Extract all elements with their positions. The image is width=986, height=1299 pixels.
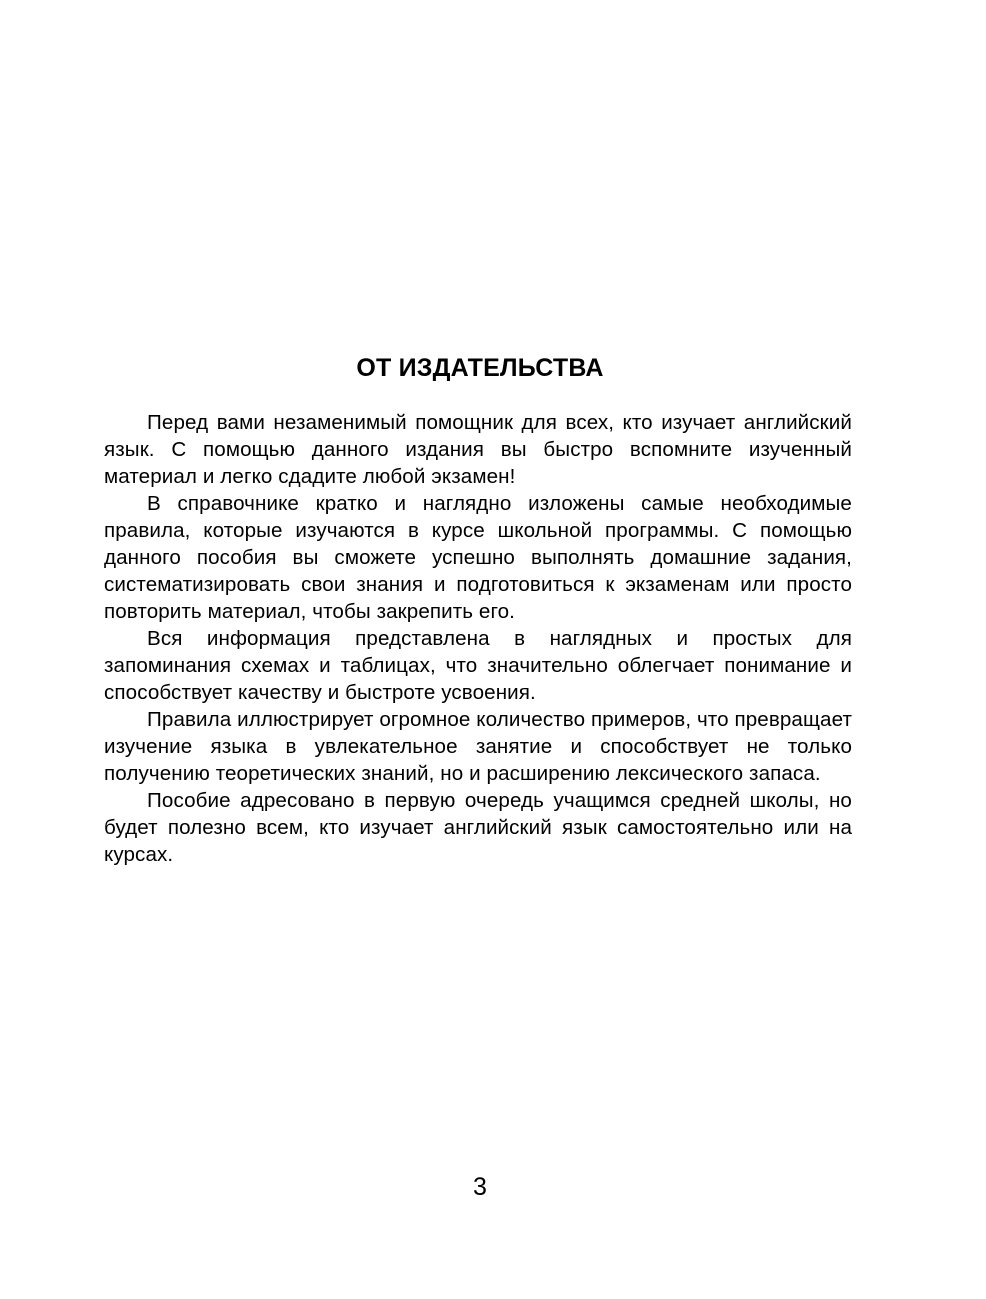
paragraph-3: Вся информация представлена в наглядных и простых для запоминания схемах и таблицах, что значительно облегчает понимание и способствует качеству и быстроте усвоения. — [104, 627, 852, 704]
paragraph-4: Правила иллюстрирует огромное количество примеров, что превращает изучение языка в увлекательное занятие и способствует не только получению теоретических знаний, но и расширению лексического запаса. — [104, 708, 852, 785]
page-number: 3 — [473, 1173, 487, 1201]
body-text — [104, 409, 852, 868]
paragraph-1: Перед вами незаменимый помощник для всех, кто изучает английский язык. С помощью данного издания вы быстро вспомните изученный материал и легко сдадите любой экзамен! — [104, 411, 852, 488]
paragraph-2: В справочнике кратко и наглядно изложены самые необходимые правила, которые изучаются в курсе школьной программы. С помощью данного пособия вы сможете успешно выполнять домашние задания, систематизировать свои знания и подготовиться к экзаменам или просто повторить материал, чтобы закрепить его. — [104, 492, 852, 623]
paragraph-5: Пособие адресовано в первую очередь учащимся средней школы, но будет полезно всем, кто изучает английский язык самостоятельно или на курсах. — [104, 789, 852, 866]
page-title: ОТ ИЗДАТЕЛЬСТВА — [356, 354, 604, 382]
